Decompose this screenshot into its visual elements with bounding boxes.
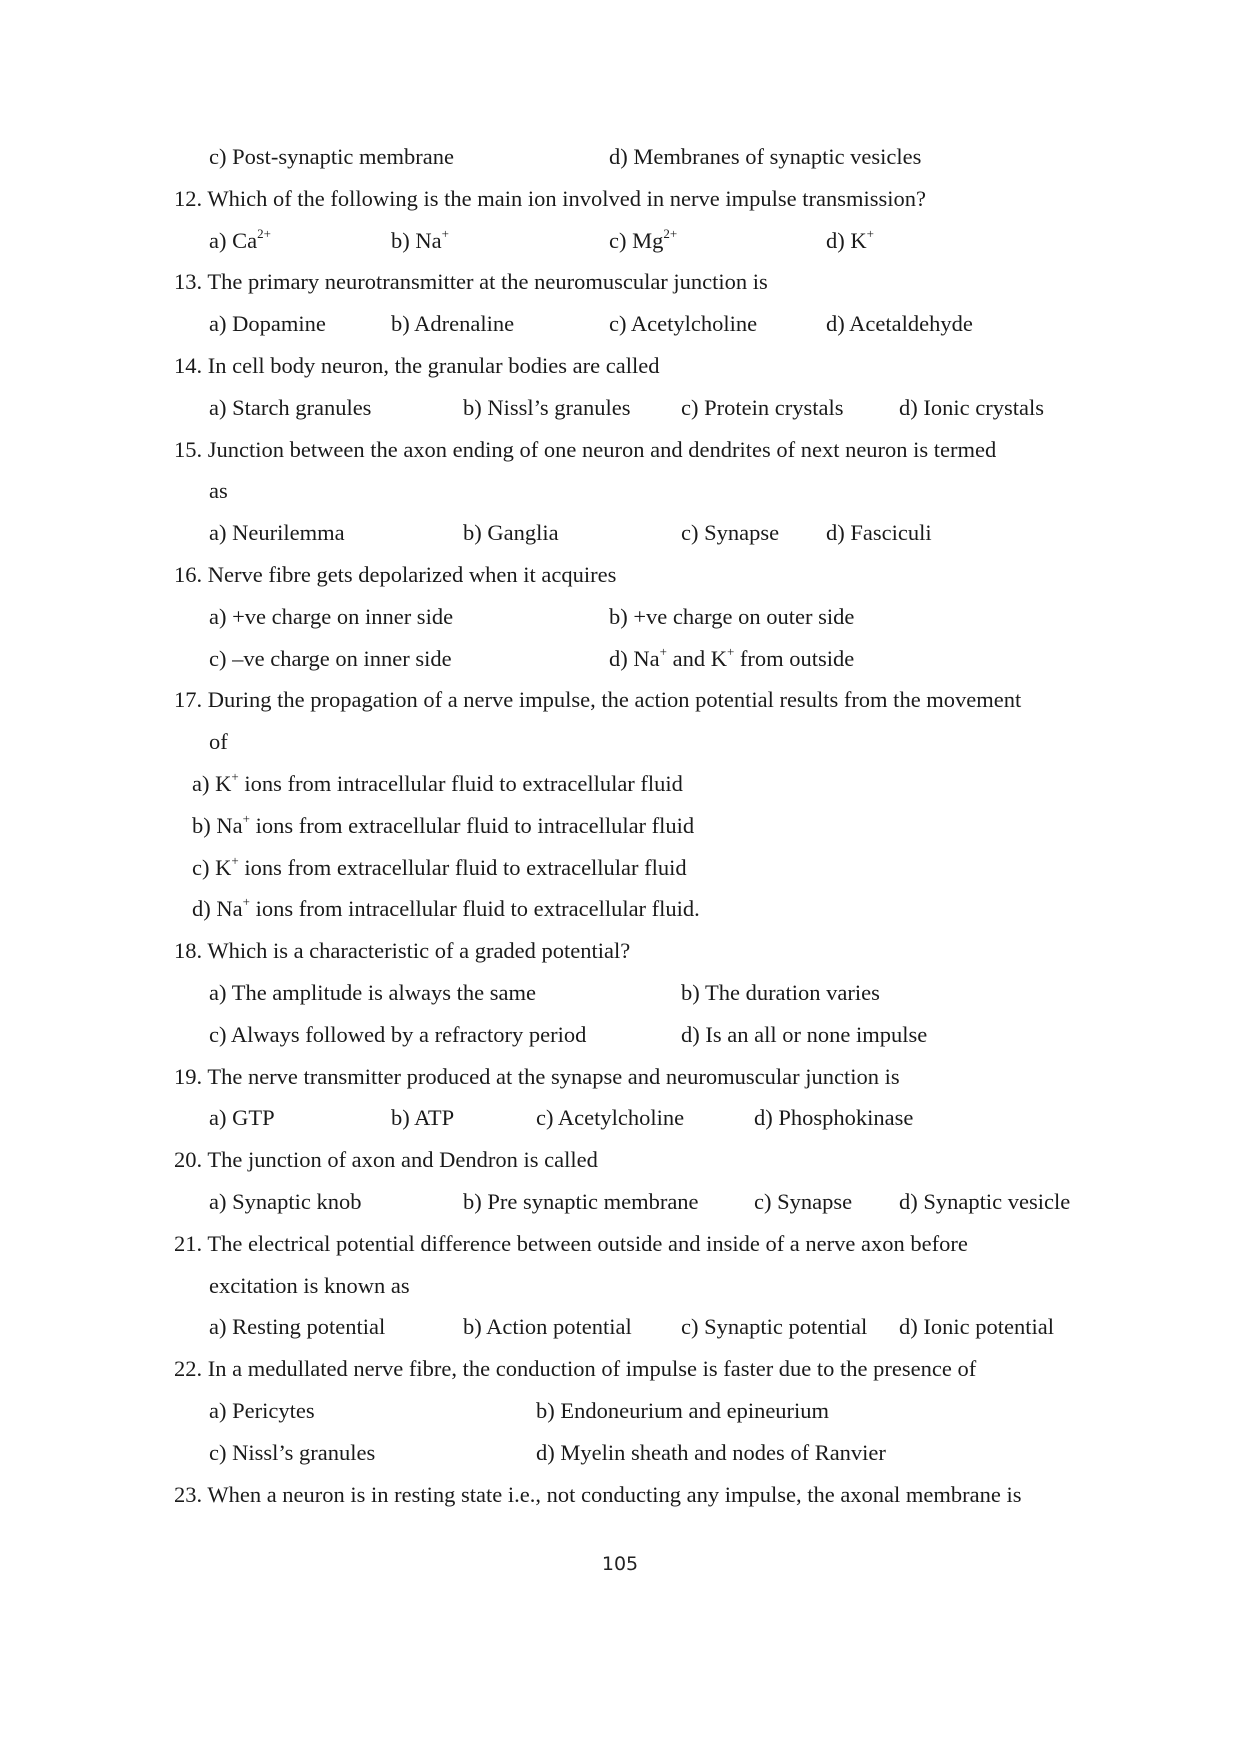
option-text: b) The duration varies <box>681 980 880 1005</box>
option-text: a) Resting potential <box>209 1314 386 1339</box>
question-text: 14. In cell body neuron, the granular bodies are called <box>174 353 660 378</box>
option-text: c) Nissl’s granules <box>209 1440 376 1465</box>
question-text: of <box>209 729 228 754</box>
option-text: c) Acetylcholine <box>536 1105 685 1130</box>
option-text: a) $Ca^{2+}$ <box>209 225 271 253</box>
option-text: b) Endoneurium and epineurium <box>536 1398 830 1423</box>
option-text: c) $Mg^{2+}$ <box>609 225 678 253</box>
option-text: a) Starch granules <box>209 395 372 420</box>
option-text: c) Synapse <box>681 520 780 545</box>
question-text: c) K+ ions from extracellular fluid to extracellular fluid <box>192 852 687 880</box>
question-text: 23. When a neuron is in resting state i.e., not conducting any impulse, the axonal membrane is <box>174 1482 1022 1507</box>
option-text: a) Synaptic knob <box>209 1189 362 1214</box>
question-text: excitation is known as <box>209 1273 410 1298</box>
question-text: 20. The junction of axon and Dendron is called <box>174 1147 598 1172</box>
option-text: d) Synaptic vesicle <box>899 1189 1071 1214</box>
question-text: 22. In a medullated nerve fibre, the conduction of impulse is faster due to the presence of <box>174 1356 977 1381</box>
option-text: d) Ionic crystals <box>899 395 1044 420</box>
page-number: 105 <box>601 1553 639 1575</box>
option-text: d) Fasciculi <box>826 520 932 545</box>
question-text: 17. During the propagation of a nerve impulse, the action potential results from the movement <box>174 687 1022 712</box>
option-text: c) Protein crystals <box>681 395 844 420</box>
option-text: b) Nissl’s granules <box>463 395 631 420</box>
option-text: d) Acetaldehyde <box>826 311 973 336</box>
option-text: c) Acetylcholine <box>609 311 758 336</box>
option-text: c) –ve charge on inner side <box>209 646 452 671</box>
option-text: c) Synaptic potential <box>681 1314 868 1339</box>
question-text: 15. Junction between the axon ending of one neuron and dendrites of next neuron is termed <box>174 437 997 462</box>
option-text: b) Na+ <box>391 225 449 253</box>
option-text: d) Is an all or none impulse <box>681 1022 928 1047</box>
question-text: a) K+ ions from intracellular fluid to extracellular fluid <box>192 768 683 796</box>
option-text: d) Na+ and K+ from outside <box>609 643 855 671</box>
option-text: c) Always followed by a refractory period <box>209 1022 587 1047</box>
option-text: d) Myelin sheath and nodes of Ranvier <box>536 1440 886 1465</box>
option-text: a) GTP <box>209 1105 275 1130</box>
question-text: 12. Which of the following is the main ion involved in nerve impulse transmission? <box>174 186 926 211</box>
option-text: d) Phosphokinase <box>754 1105 914 1130</box>
option-text: b) Ganglia <box>463 520 559 545</box>
question-text: 19. The nerve transmitter produced at the synapse and neuromuscular junction is <box>174 1064 900 1089</box>
option-text: b) ATP <box>391 1105 455 1130</box>
option-text: c) Post-synaptic membrane <box>209 144 454 169</box>
option-text: c) Synapse <box>754 1189 853 1214</box>
option-text: d) K+ <box>826 225 874 253</box>
option-text: a) Neurilemma <box>209 520 345 545</box>
option-text: d) Ionic potential <box>899 1314 1054 1339</box>
option-text: b) Adrenaline <box>391 311 515 336</box>
question-text: d) Na+ ions from intracellular fluid to extracellular fluid. <box>192 893 700 921</box>
option-text: b) +ve charge on outer side <box>609 604 855 629</box>
option-text: a) Pericytes <box>209 1398 315 1423</box>
question-text: 18. Which is a characteristic of a graded potential? <box>174 938 631 963</box>
option-text: d) Membranes of synaptic vesicles <box>609 144 922 169</box>
option-text: a) Dopamine <box>209 311 326 336</box>
option-text: b) Action potential <box>463 1314 632 1339</box>
question-text: 16. Nerve fibre gets depolarized when it acquires <box>174 562 617 587</box>
question-text: 21. The electrical potential difference between outside and inside of a nerve axon before <box>174 1231 968 1256</box>
question-text: 13. The primary neurotransmitter at the neuromuscular junction is <box>174 269 768 294</box>
option-text: a) The amplitude is always the same <box>209 980 536 1005</box>
question-text: as <box>209 478 228 503</box>
option-text: b) Pre synaptic membrane <box>463 1189 699 1214</box>
question-text: b) Na+ ions from extracellular fluid to intracellular fluid <box>192 810 695 838</box>
option-text: a) +ve charge on inner side <box>209 604 454 629</box>
